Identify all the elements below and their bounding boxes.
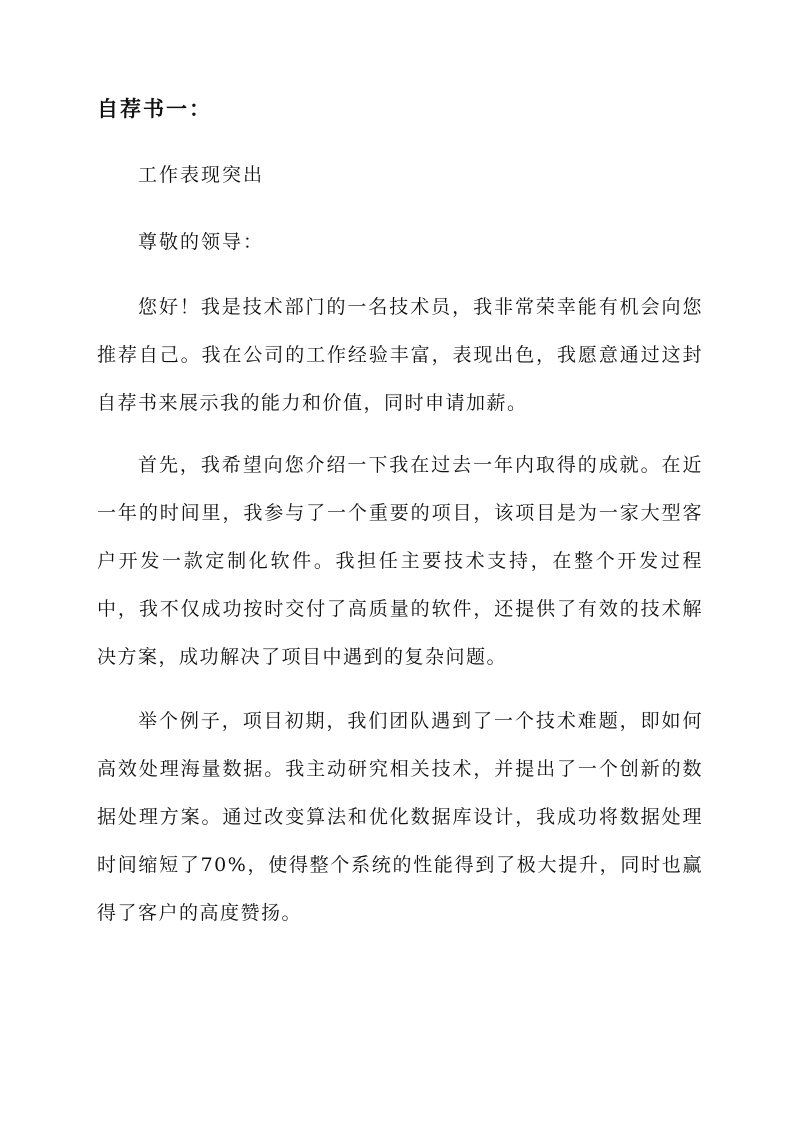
- salutation: 尊敬的领导：: [138, 231, 265, 253]
- document-subtitle: 工作表现突出: [138, 164, 265, 186]
- paragraph-greeting: 您好！我是技术部门的一名技术员，我非常荣幸能有机会向您推荐自己。我在公司的工作经验丰富，表现出色，我愿意通过这封自荐书来展示我的能力和价值，同时申请加薪。: [97, 296, 703, 414]
- paragraph-achievements: 首先，我希望向您介绍一下我在过去一年内取得的成就。在近一年的时间里，我参与了一个重要的项目，该项目是为一家大型客户开发一款定制化软件。我担任主要技术支持，在整个开发过程中，我不仅成功按时交付了高质量的软件，还提供了有效的技术解决方案，成功解决了项目中遇到的复杂问题。: [97, 454, 703, 668]
- paragraph-example: 举个例子，项目初期，我们团队遇到了一个技术难题，即如何高效处理海量数据。我主动研究相关技术，并提出了一个创新的数据处理方案。通过改变算法和优化数据库设计，我成功将数据处理时间缩短了70%，使得整个系统的性能得到了极大提升，同时也赢得了客户的高度赞扬。: [97, 710, 703, 924]
- document-heading: 自荐书一：: [97, 96, 212, 121]
